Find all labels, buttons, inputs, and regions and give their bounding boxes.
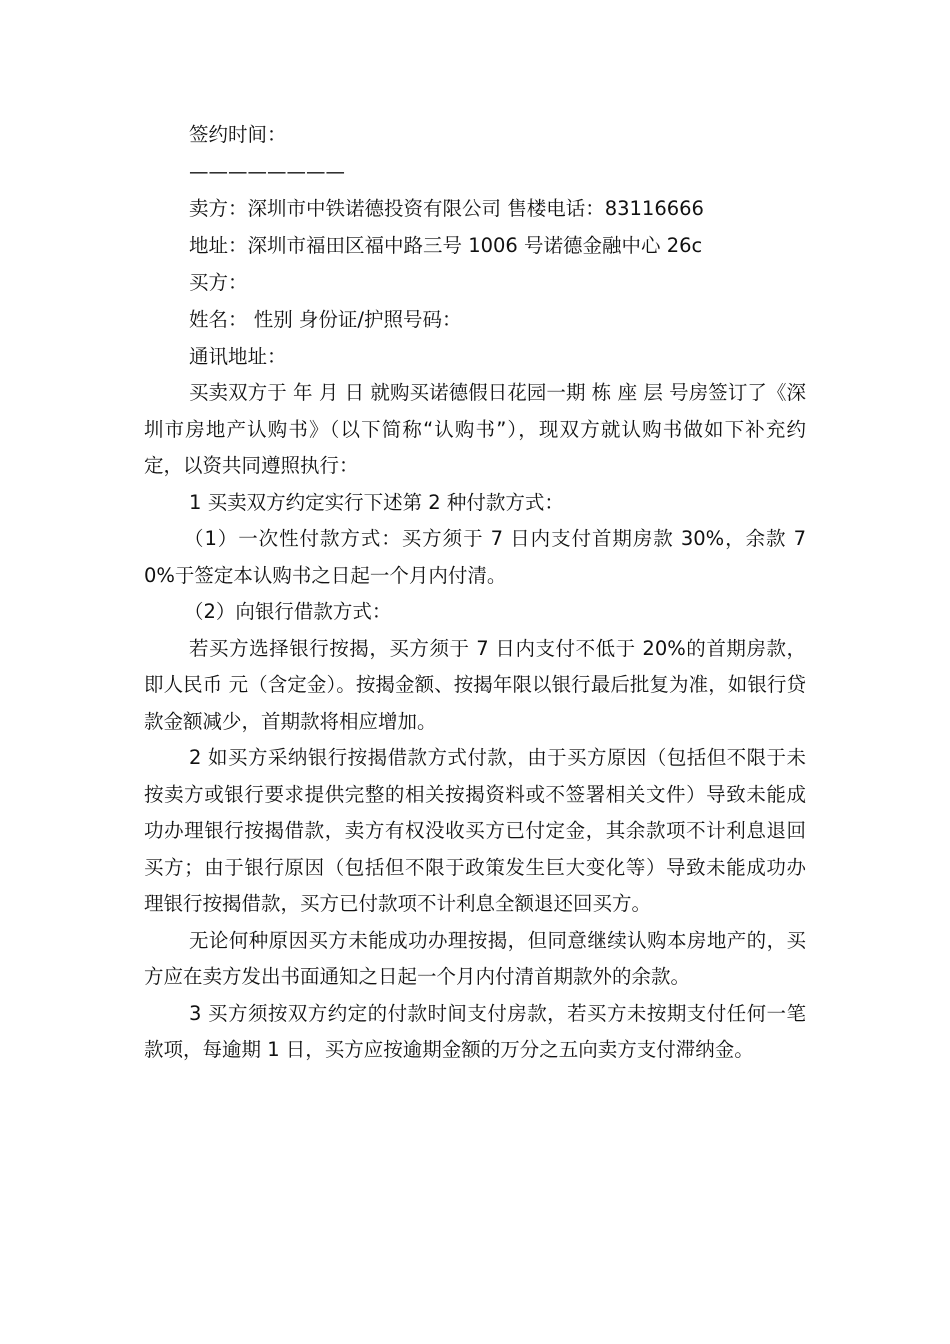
clause-3: 3 买方须按双方约定的付款时间支付房款，若买方未按期支付任何一笔款项，每逾期 1 日，买方应按逾期金额的万分之五向卖方支付滞纳金。 <box>144 1001 806 1061</box>
buyer-line: 买方： <box>189 271 248 294</box>
document-body <box>144 116 806 1069</box>
divider-line: ———————— <box>189 160 345 183</box>
name-line: 姓名： 性别 身份证/护照号码： <box>189 308 462 331</box>
clause-1: 1 买卖双方约定实行下述第 2 种付款方式： <box>189 490 564 514</box>
clause-2-extra: 无论何种原因买方未能成功办理按揭，但同意继续认购本房地产的，买方应在卖方发出书面通知之日起一个月内付清首期款外的余款。 <box>144 928 806 988</box>
payment-option-2-detail: 若买方选择银行按揭，买方须于 7 日内支付不低于 20%的首期房款，即人民币 元（含定金）。按揭金额、按揭年限以银行最后批复为准，如银行贷款金额减少，首期款将相应增加。 <box>144 636 806 733</box>
address-line: 地址：深圳市福田区福中路三号 1006 号诺德金融中心 26c <box>189 234 703 257</box>
payment-option-2: （2）向银行借款方式： <box>184 600 392 623</box>
mail-address-line: 通讯地址： <box>189 345 287 368</box>
sign-time-line: 签约时间： <box>189 123 287 146</box>
seller-line: 卖方：深圳市中铁诺德投资有限公司 售楼电话：83116666 <box>189 197 704 220</box>
payment-option-1: （1）一次性付款方式：买方须于 7 日内支付首期房款 30%，余款 70%于签定本认购书之日起一个月内付清。 <box>144 527 806 587</box>
clause-2: 2 如买方采纳银行按揭借款方式付款，由于买方原因（包括但不限于未按卖方或银行要求提供完整的相关按揭资料或不签署相关文件）导致未能成功办理银行按揭借款，卖方有权没收买方已付定金，其余款项不计利息退回买方；由于银行原因（包括但不限于政策发生巨大变化等）导致未能成功办理银行按揭借款，买方已付款项不计利息全额退还回买方。 <box>144 746 806 915</box>
intro-paragraph: 买卖双方于 年 月 日 就购买诺德假日花园一期 栋 座 层 号房签订了《深圳市房地产认购书》（以下简称“认购书”），现双方就认购书做如下补充约定，以资共同遵照执行： <box>144 381 806 477</box>
